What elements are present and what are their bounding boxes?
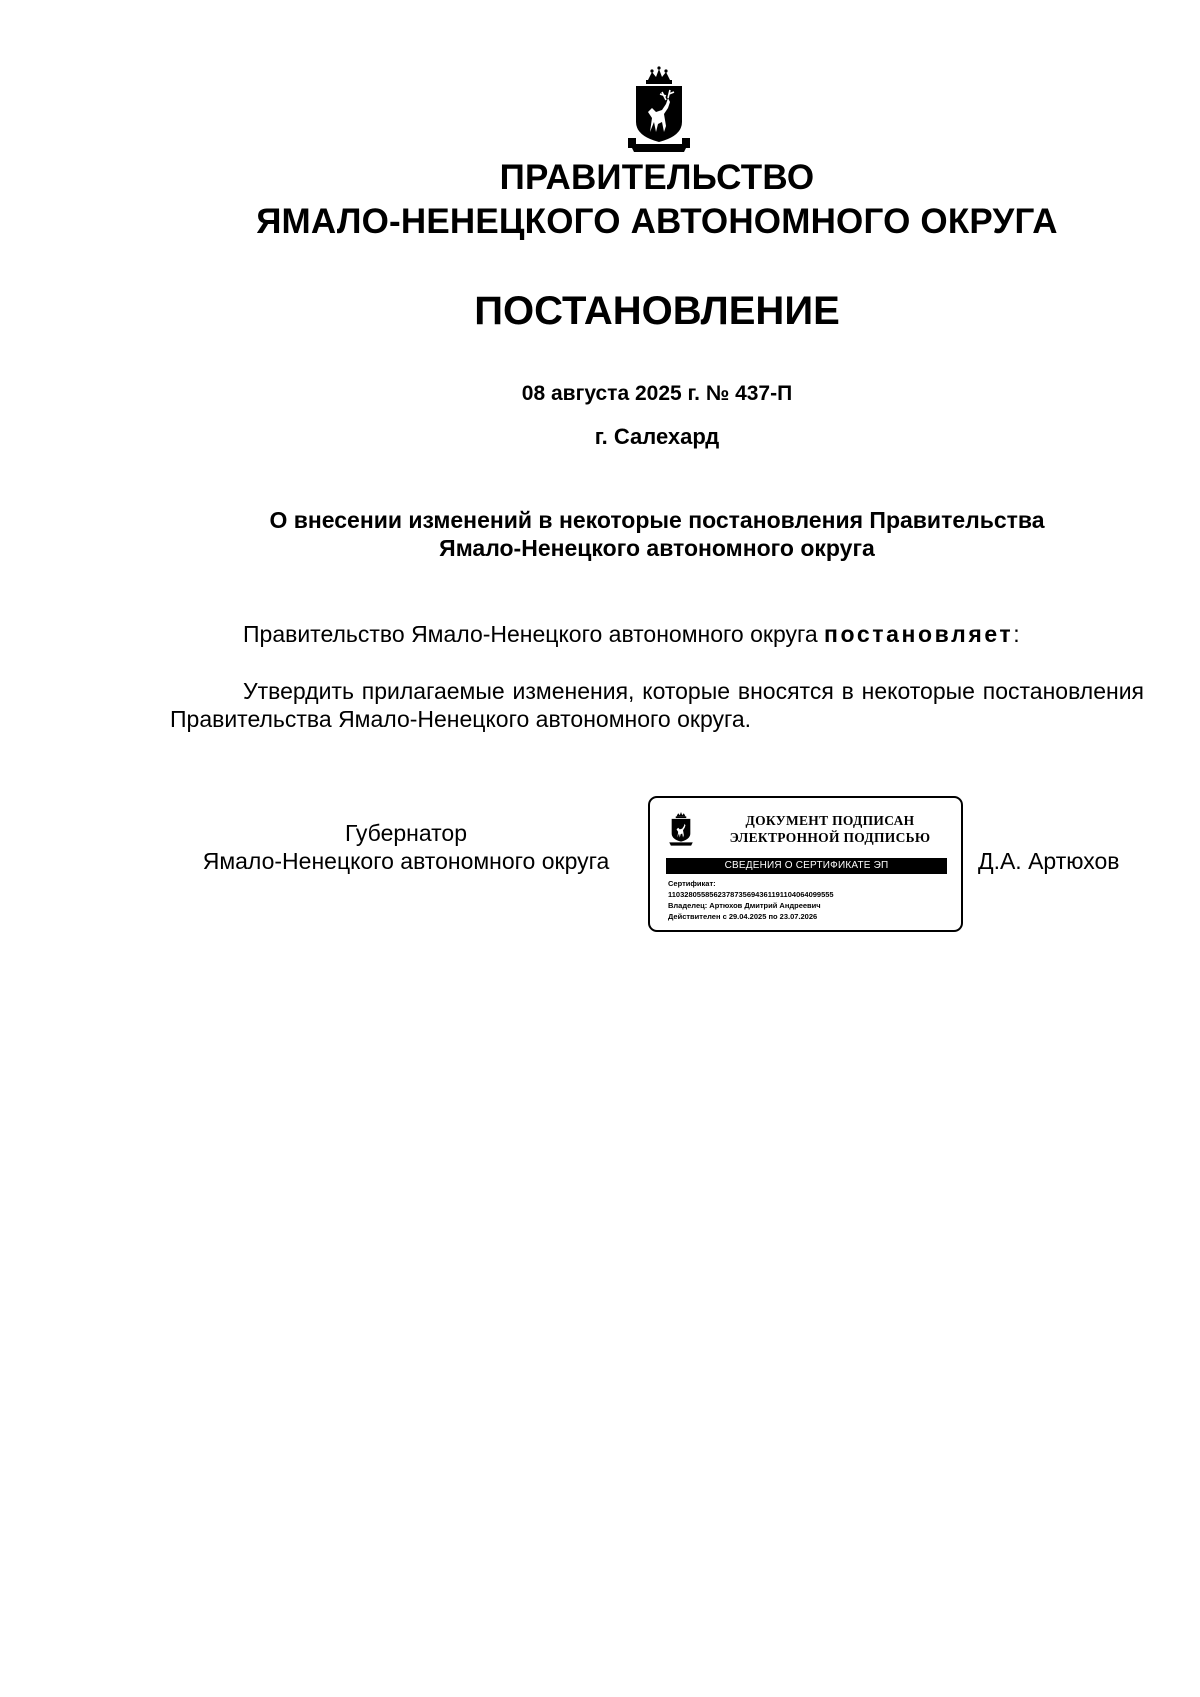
signer-post-line-2: Ямало-Ненецкого автономного округа [202,848,610,874]
resolution-suffix: : [1013,621,1020,647]
signer-name: Д.А. Артюхов [978,848,1120,874]
stamp-title-line-1: ДОКУМЕНТ ПОДПИСАН [745,813,915,828]
stamp-title [704,812,956,846]
org-name-line-2: ЯМАЛО-НЕНЕЦКОГО АВТОНОМНОГО ОКРУГА [256,202,1058,241]
subject-line-1: О внесении изменений в некоторые постановления Правительства [269,507,1045,533]
certificate-owner: Владелец: Артюхов Дмитрий Андреевич [668,901,821,910]
city: г. Салехард [594,424,720,449]
signer-post-line-1: Губернатор [344,820,468,846]
certificate-details [668,878,953,922]
coat-of-arms-icon [666,808,696,850]
coat-of-arms-icon [622,66,696,156]
certificate-validity: Действителен с 29.04.2025 по 23.07.2026 [668,912,818,921]
resolution-paragraph [170,620,1144,648]
resolution-prefix: Правительство Ямало-Ненецкого автономного округа [243,621,825,647]
resolution-keyword: постановляет [824,621,1014,647]
approval-paragraph: Утвердить прилагаемые изменения, которые вносятся в некоторые постановления Правительства Ямало-Ненецкого автономного округа. [170,678,1144,732]
document-type-heading: ПОСТАНОВЛЕНИЕ [474,289,840,333]
signer-position [170,819,642,875]
document-subject [170,506,1144,562]
date-and-number: 08 августа 2025 г. № 437-П [521,382,793,405]
org-name-line-1: ПРАВИТЕЛЬСТВО [499,158,815,197]
stamp-title-line-2: ЭЛЕКТРОННОЙ ПОДПИСЬЮ [729,830,931,845]
certificate-number: 1103280558562378735694361191104064099555 [668,890,834,899]
certificate-label: Сертификат: [668,879,716,888]
electronic-signature-stamp [648,796,963,932]
subject-line-2: Ямало-Ненецкого автономного округа [439,535,875,561]
certificate-info-bar: СВЕДЕНИЯ О СЕРТИФИКАТЕ ЭП [666,858,947,874]
